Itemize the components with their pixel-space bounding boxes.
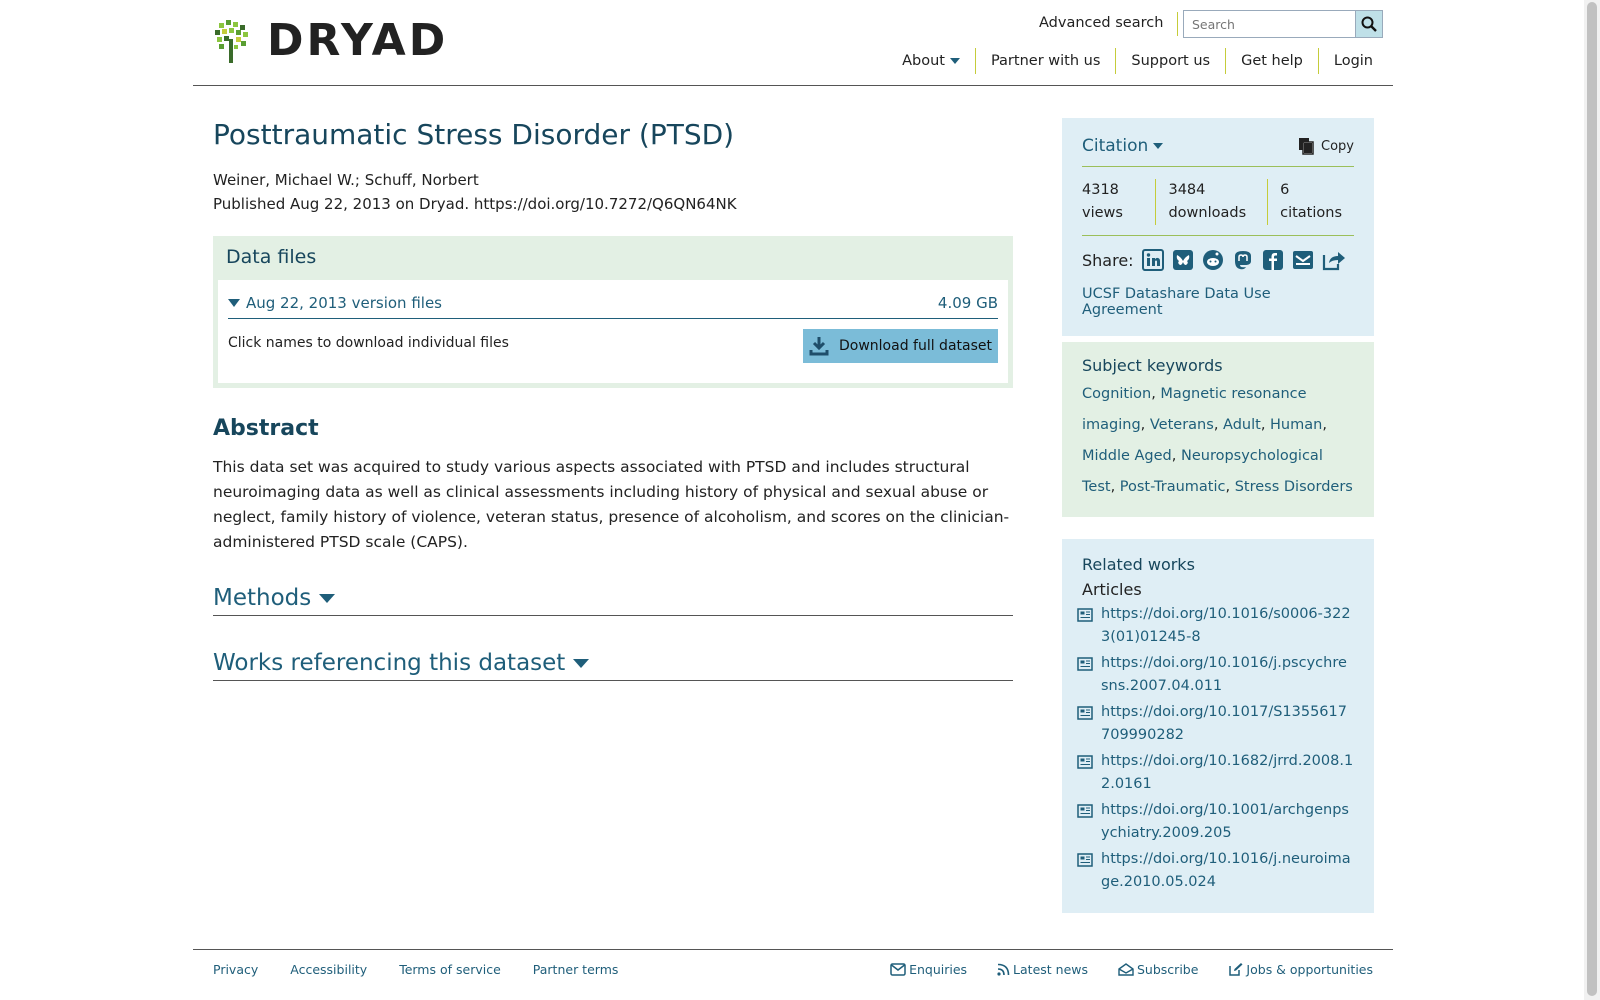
latest-news-label: Latest news — [1013, 962, 1088, 977]
article-icon — [1077, 608, 1093, 622]
copy-button[interactable] — [1297, 137, 1354, 155]
search-icon — [1361, 16, 1377, 32]
download-row — [228, 319, 998, 363]
related-card-wrapper — [1062, 539, 1374, 913]
nav-about[interactable] — [887, 48, 975, 74]
site-footer — [193, 949, 1393, 989]
search-input[interactable] — [1184, 11, 1355, 37]
list-item — [1082, 750, 1354, 796]
related-title: Related works — [1082, 555, 1195, 574]
related-works-card — [1062, 539, 1374, 913]
copy-label: Copy — [1321, 138, 1354, 154]
main-content — [213, 115, 1013, 681]
subscribe-label: Subscribe — [1137, 962, 1199, 977]
related-subtitle: Articles — [1082, 580, 1142, 599]
downloads-label: downloads — [1168, 205, 1247, 221]
subscribe-link[interactable] — [1118, 962, 1198, 977]
views-label: views — [1082, 205, 1123, 221]
citation-label: Citation — [1082, 136, 1149, 156]
citation-card — [1062, 118, 1374, 336]
download-hint: Click names to download individual files — [228, 335, 509, 351]
envelope-icon — [890, 963, 906, 976]
article-icon — [1077, 706, 1093, 720]
keywords-list: Cognition, Magnetic resonance imaging, Veterans, Adult, Human, Middle Aged, Neuropsychological Test, Post-Traumatic, Stress Disorders — [1082, 386, 1353, 495]
logo-text: DRYAD — [267, 15, 449, 66]
share-row — [1082, 248, 1354, 272]
linkedin-icon[interactable] — [1142, 248, 1164, 272]
keyword-link[interactable]: Cognition — [1082, 386, 1152, 402]
keyword-link[interactable]: Adult — [1223, 417, 1261, 433]
metric-downloads — [1155, 179, 1267, 225]
views-value: 4318 — [1082, 182, 1119, 198]
share-label: Share: — [1082, 250, 1134, 270]
advanced-search-link[interactable]: Advanced search — [1039, 12, 1178, 36]
privacy-link[interactable]: Privacy — [213, 962, 259, 977]
enquiries-label: Enquiries — [909, 962, 968, 977]
list-item — [1082, 848, 1354, 894]
accessibility-link[interactable]: Accessibility — [290, 962, 368, 977]
partner-terms-link[interactable]: Partner terms — [532, 962, 619, 977]
chevron-down-icon — [319, 594, 335, 603]
reddit-icon[interactable] — [1202, 248, 1224, 272]
methods-label: Methods — [213, 585, 312, 611]
footer-left-links — [213, 962, 650, 977]
keyword-link[interactable]: Middle Aged — [1082, 448, 1172, 464]
methods-toggle[interactable] — [213, 585, 1013, 616]
keywords-title: Subject keywords — [1082, 356, 1223, 375]
main-nav — [887, 48, 1373, 74]
page-title: Posttraumatic Stress Disorder (PTSD) — [213, 118, 735, 151]
search-box — [1183, 10, 1383, 38]
related-link[interactable]: https://doi.org/10.1682/jrrd.2008.12.0161 — [1101, 753, 1354, 792]
related-link[interactable]: https://doi.org/10.1016/j.pscychresns.2007.04.011 — [1101, 655, 1347, 694]
published-info: Published Aug 22, 2013 on Dryad. https://doi.org/10.7272/Q6QN64NK — [213, 195, 737, 213]
mastodon-icon[interactable] — [1232, 248, 1254, 272]
chevron-down-icon — [1153, 143, 1163, 149]
download-icon — [809, 336, 829, 356]
scrollbar-thumb[interactable] — [1587, 2, 1597, 996]
email-icon[interactable] — [1292, 248, 1314, 272]
nav-login[interactable]: Login — [1318, 48, 1373, 74]
dryad-tree-icon — [213, 19, 249, 63]
search-button[interactable] — [1355, 11, 1382, 37]
keyword-link[interactable]: Veterans — [1149, 417, 1214, 433]
list-item — [1082, 799, 1354, 845]
nav-partner[interactable]: Partner with us — [975, 48, 1115, 74]
list-item — [1082, 701, 1354, 747]
jobs-label: Jobs & opportunities — [1246, 962, 1373, 977]
metric-views — [1082, 179, 1155, 225]
nav-help[interactable]: Get help — [1225, 48, 1318, 74]
keyword-link[interactable]: Neuropsychological Test — [1082, 448, 1323, 495]
keywords-card — [1062, 342, 1374, 517]
related-link[interactable]: https://doi.org/10.1016/j.neuroimage.2010.05.024 — [1101, 851, 1351, 890]
keyword-link[interactable]: Magnetic resonance imaging — [1082, 386, 1307, 433]
article-icon — [1077, 853, 1093, 867]
abstract-text: This data set was acquired to study various aspects associated with PTSD and includes structural neuroimaging data as well as clinical assessments including history of physical and sexual abuse or neglect, family history of violence, veteran status, presence of alcoholism, and scores on the clinician-administered PTSD scale (CAPS). — [213, 458, 1010, 551]
enquiries-link[interactable] — [890, 962, 967, 977]
site-header — [193, 0, 1393, 86]
keywords-card-wrapper — [1062, 342, 1374, 517]
works-referencing-toggle[interactable] — [213, 650, 1013, 681]
dataset-size: 4.09 GB — [937, 294, 998, 312]
download-full-dataset-button[interactable] — [803, 329, 998, 363]
metric-citations — [1267, 179, 1354, 225]
list-item — [1082, 652, 1354, 698]
share-arrow-icon[interactable] — [1322, 248, 1346, 272]
downloads-value: 3484 — [1168, 182, 1206, 198]
data-files-inner — [218, 280, 1008, 383]
facebook-icon[interactable] — [1262, 248, 1284, 272]
abstract-title: Abstract — [213, 416, 319, 441]
citation-row — [1082, 136, 1354, 167]
chevron-down-icon — [950, 58, 960, 64]
related-link[interactable]: https://doi.org/10.1016/s0006-3223(01)01245-8 — [1101, 606, 1351, 645]
data-files-title: Data files — [226, 246, 317, 268]
chevron-down-icon — [573, 659, 589, 668]
nav-about-label: About — [902, 53, 945, 69]
article-icon — [1077, 804, 1093, 818]
version-files-label: Aug 22, 2013 version files — [246, 294, 442, 312]
citations-label: citations — [1280, 205, 1342, 221]
keyword-link[interactable]: Post-Traumatic — [1119, 479, 1226, 495]
works-referencing-label: Works referencing this dataset — [213, 650, 566, 676]
keyword-link[interactable]: Human — [1270, 417, 1323, 433]
list-item — [1082, 603, 1354, 649]
nav-support[interactable]: Support us — [1115, 48, 1225, 74]
rss-icon — [997, 963, 1010, 976]
citation-card-wrapper — [1062, 118, 1374, 336]
jobs-link[interactable] — [1228, 962, 1373, 977]
download-label: Download full dataset — [838, 338, 992, 354]
edit-icon — [1228, 962, 1243, 977]
bluesky-icon[interactable] — [1172, 248, 1194, 272]
authors: Weiner, Michael W.; Schuff, Norbert — [213, 171, 479, 189]
article-icon — [1077, 755, 1093, 769]
mail-open-icon — [1118, 963, 1134, 976]
dryad-logo[interactable] — [213, 16, 448, 66]
data-files-panel — [213, 236, 1013, 388]
terms-link[interactable]: Terms of service — [399, 962, 501, 977]
footer-right-links — [860, 962, 1373, 977]
related-link[interactable]: https://doi.org/10.1017/S1355617709990282 — [1101, 704, 1347, 743]
citations-value: 6 — [1280, 182, 1290, 198]
keyword-link[interactable]: Stress Disorders — [1234, 479, 1353, 495]
data-use-agreement-link[interactable]: UCSF Datashare Data Use Agreement — [1082, 286, 1271, 318]
version-files-row[interactable] — [228, 294, 998, 319]
article-icon — [1077, 657, 1093, 671]
related-link[interactable]: https://doi.org/10.1001/archgenpsychiatry.2009.205 — [1101, 802, 1349, 841]
metrics — [1082, 167, 1354, 236]
expand-triangle-icon — [228, 299, 240, 307]
scrollbar[interactable] — [1584, 0, 1600, 1000]
copy-icon — [1297, 137, 1315, 155]
citation-toggle[interactable] — [1082, 136, 1163, 156]
latest-news-link[interactable] — [997, 962, 1088, 977]
